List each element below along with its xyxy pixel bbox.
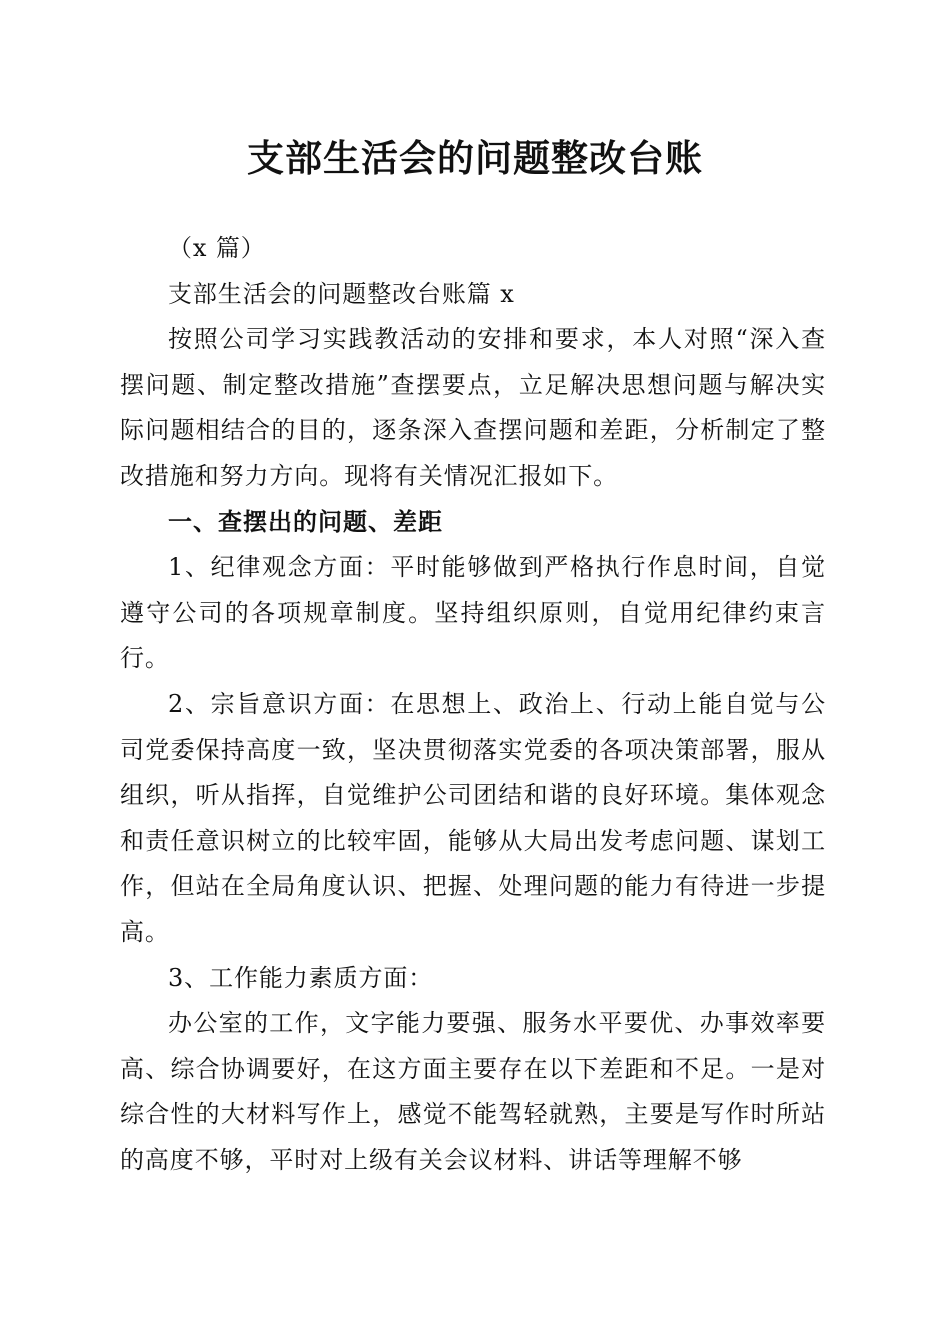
office-work-paragraph: 办公室的工作，文字能力要强、服务水平要优、办事效率要高、综合协调要好，在这方面主要存在以下差距和不足。一是对综合性的大材料写作上，感觉不能驾轻就熟，主要是写作时所站的高度不够，平时对上级有关会议材料、讲话等理解不够 [120,1009,826,1174]
item-ability-paragraph: 3、工作能力素质方面： [168,963,434,992]
item-discipline-paragraph: 1、纪律观念方面：平时能够做到严格执行作息时间，自觉遵守公司的各项规章制度。坚持组织原则，自觉用纪律约束言行。 [120,553,826,673]
section-count-note: （x 篇） [168,234,266,262]
section-heading: 一、查摆出的问题、差距 [168,507,443,536]
item-purpose-paragraph: 2、宗旨意识方面：在思想上、政治上、行动上能自觉与公司党委保持高度一致，坚决贯彻落实党委的各项决策部署，服从组织，听从指挥，自觉维护公司团结和谐的良好环境。集体观念和责任意识树立的比较牢固，能够从大局出发考虑问题、谋划工作，但站在全局角度认识、把握、处理问题的能力有待进一步提高。 [120,689,826,946]
document-title: 支部生活会的问题整改台账 [247,136,703,180]
subtitle-paragraph: 支部生活会的问题整改台账篇 x [168,279,515,308]
document-body [120,226,826,1183]
intro-paragraph: 按照公司学习实践教活动的安排和要求，本人对照“深入查摆问题、制定整改措施”查摆要点，立足解决思想问题与解决实际问题相结合的目的，逐条深入查摆问题和差距，分析制定了整改措施和努力方向。现将有关情况汇报如下。 [120,325,826,490]
